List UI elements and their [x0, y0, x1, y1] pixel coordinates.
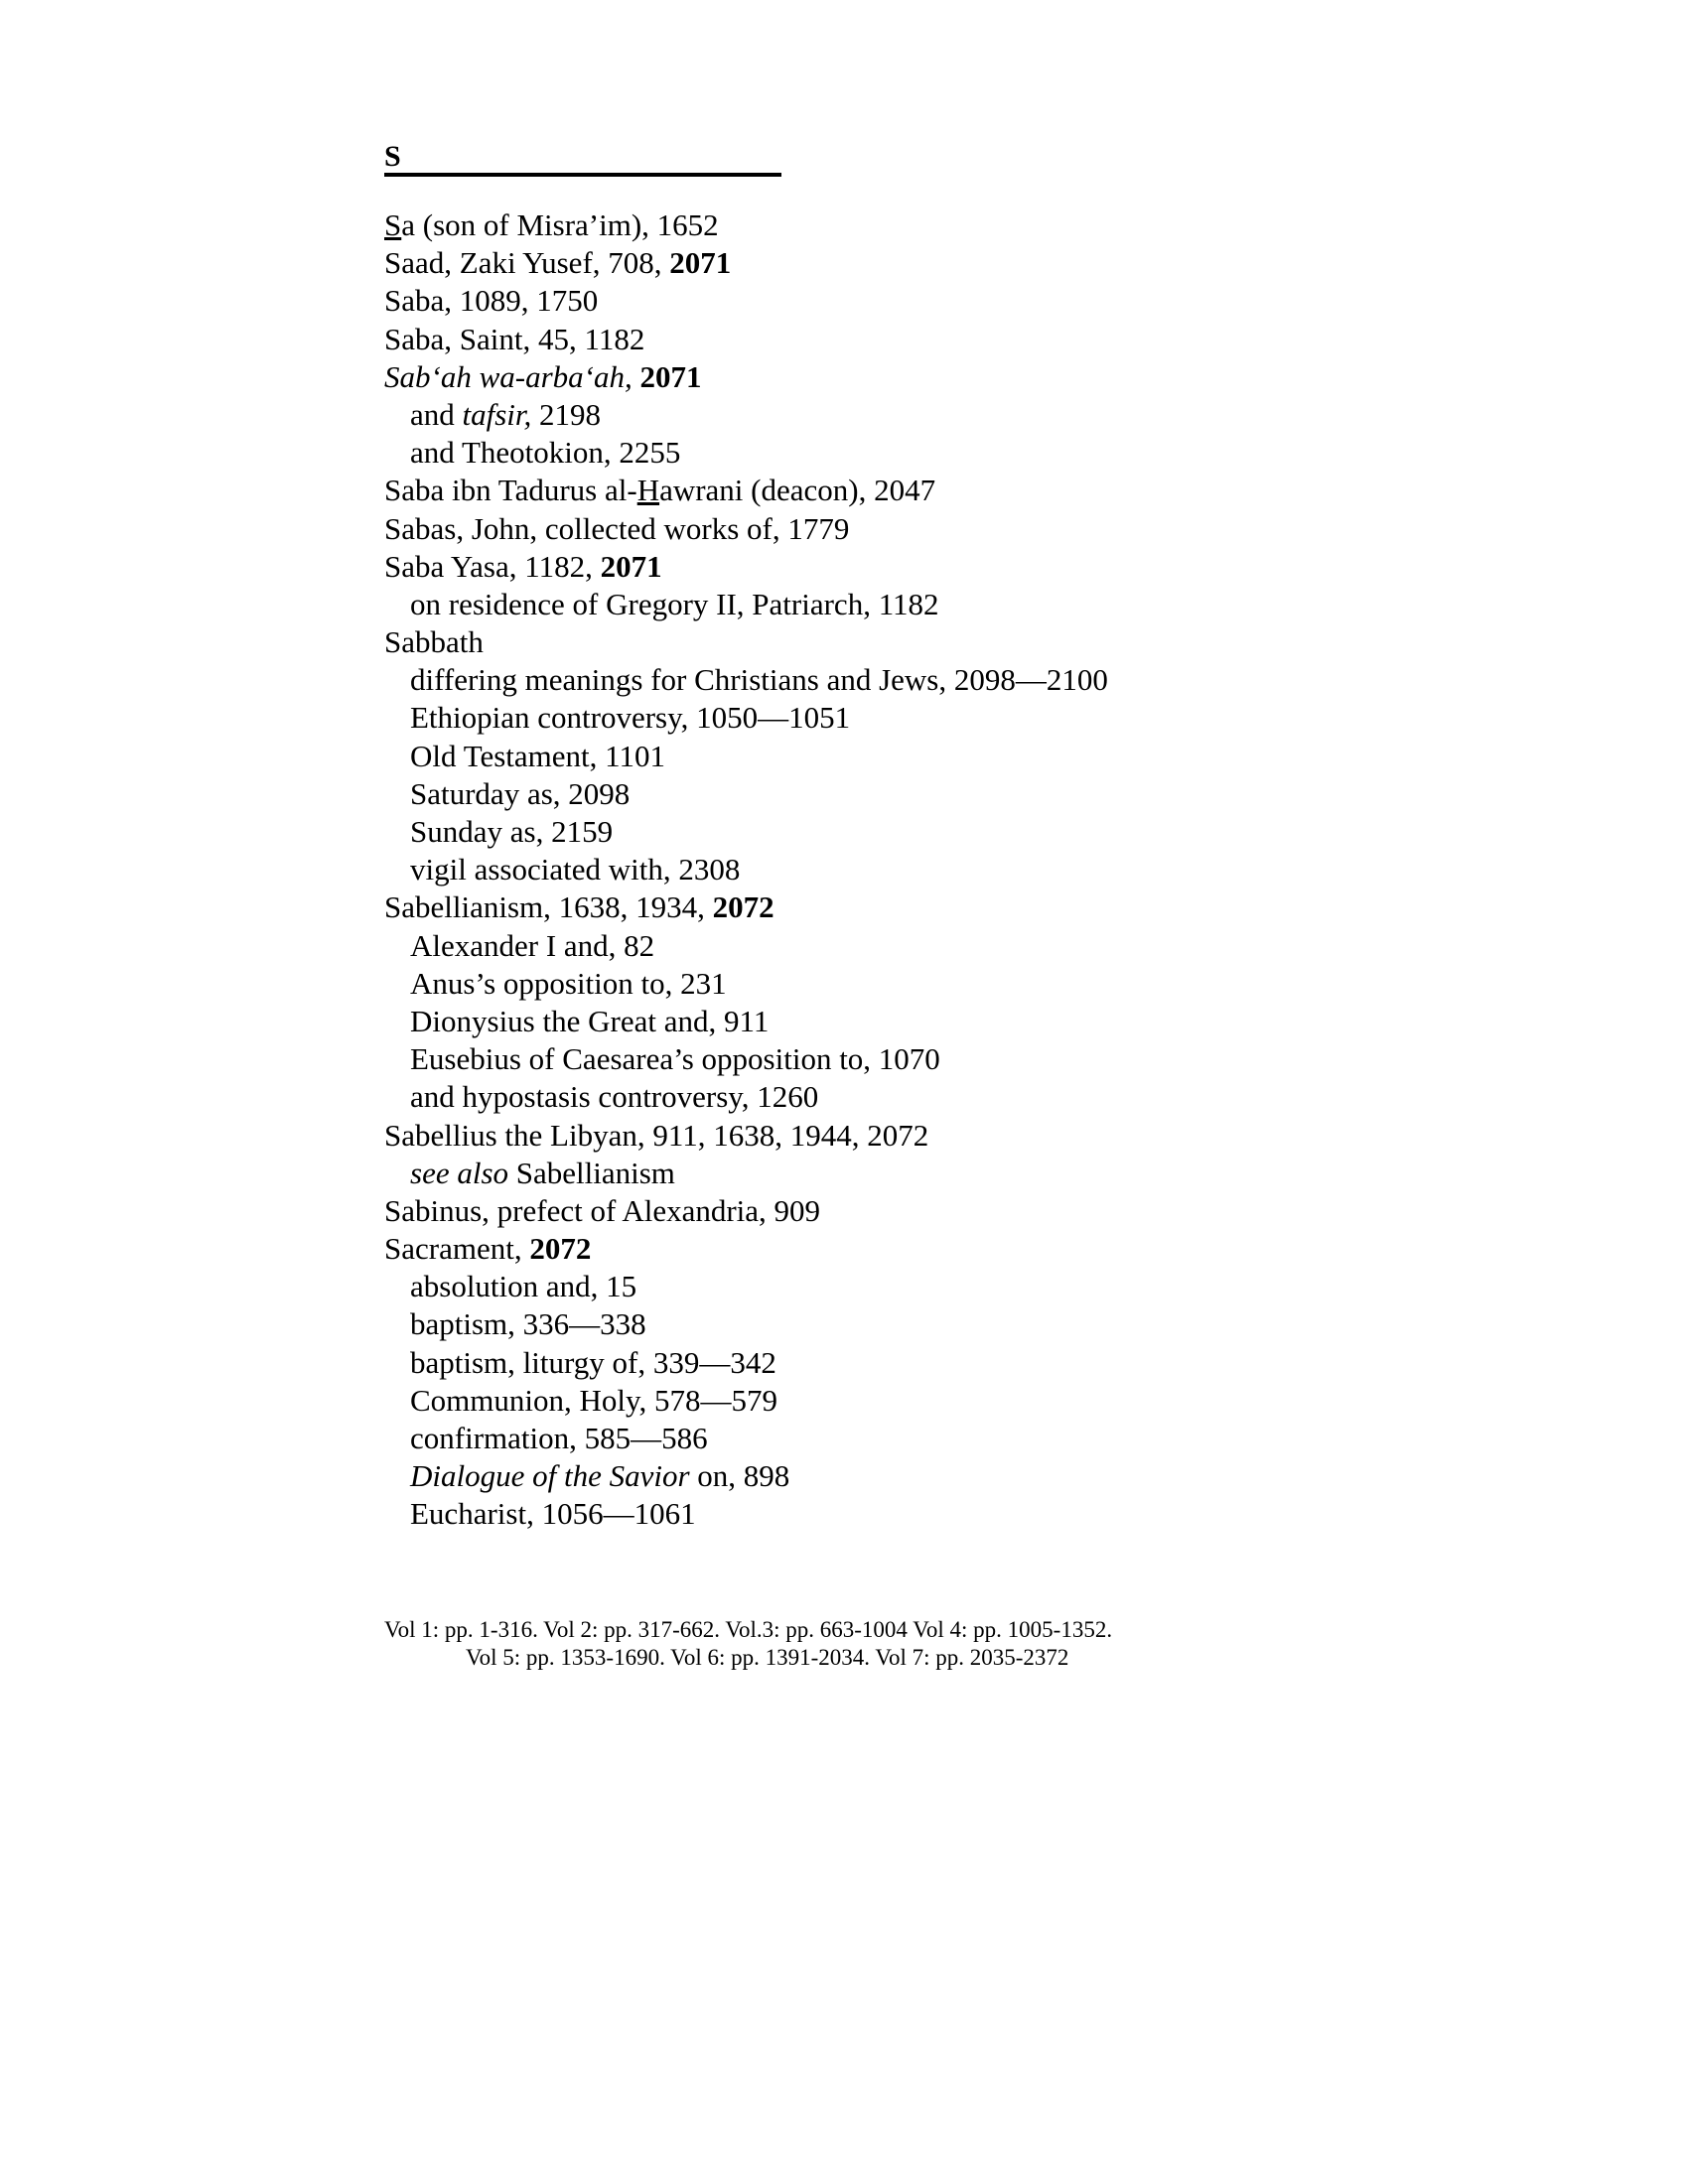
section-letter-heading: S	[384, 139, 781, 177]
entry-text-segment: differing meanings for Christians and Jews, 2098—2100	[410, 662, 1108, 698]
entry-text-segment: see also	[410, 1155, 509, 1190]
entry-text-segment: S	[384, 207, 402, 242]
index-entry	[384, 548, 1377, 586]
index-subentry	[384, 1040, 1377, 1078]
entry-text-segment: absolution and, 15	[410, 1269, 637, 1304]
entry-text-segment: 2071	[639, 358, 702, 394]
index-entry	[384, 358, 1377, 396]
entry-text-segment: Sabbath	[384, 624, 484, 660]
index-entry	[384, 888, 1377, 926]
entry-text-segment: 2072	[529, 1231, 592, 1267]
entry-text-segment: Old Testament, 1101	[410, 738, 665, 773]
index-subentry	[384, 1495, 1377, 1533]
index-entry	[384, 623, 1377, 661]
entry-text-segment: Sabellianism, 1638, 1934,	[384, 889, 713, 925]
index-entry	[384, 321, 1377, 358]
entry-text-segment: and	[410, 396, 463, 432]
index-subentry	[384, 1003, 1377, 1040]
index-subentry	[384, 396, 1377, 434]
entry-text-segment: H	[636, 473, 660, 508]
entry-text-segment: Eusebius of Caesarea’s opposition to, 1070	[410, 1041, 940, 1077]
footer-line-2: Vol 5: pp. 1353-1690. Vol 6: pp. 1391-2034. Vol 7: pp. 2035-2372	[466, 1645, 1069, 1670]
entry-text-segment: Dionysius the Great and, 911	[410, 1003, 770, 1038]
index-entry-list	[384, 206, 1377, 1534]
index-entry	[384, 1192, 1377, 1230]
index-entry	[384, 472, 1377, 509]
index-entry	[384, 244, 1377, 282]
index-subentry	[384, 661, 1377, 699]
entry-text-segment: Anus’s opposition to, 231	[410, 965, 727, 1001]
entry-text-segment: Saba ibn Tadurus al-	[384, 473, 637, 508]
entry-text-segment: Sunday as, 2159	[410, 814, 614, 849]
entry-text-segment: Sabellius the Libyan, 911, 1638, 1944, 2072	[384, 1117, 929, 1153]
index-subentry	[384, 434, 1377, 472]
entry-text-segment: Sacrament,	[384, 1231, 530, 1267]
entry-text-segment: tafsir,	[462, 396, 532, 432]
entry-text-segment: Saba, Saint, 45, 1182	[384, 321, 645, 356]
entry-text-segment: Sabinus, prefect of Alexandria, 909	[384, 1192, 821, 1228]
index-subentry	[384, 1457, 1377, 1495]
entry-text-segment: confirmation, 585—586	[410, 1421, 708, 1455]
entry-text-segment: Sabellianism	[508, 1155, 675, 1190]
entry-text-segment: 2198	[531, 396, 602, 432]
entry-text-segment: vigil associated with, 2308	[410, 852, 741, 887]
entry-text-segment: Ethiopian controversy, 1050—1051	[410, 700, 851, 736]
entry-text-segment: on residence of Gregory II, Patriarch, 1182	[410, 586, 939, 621]
index-entry	[384, 1117, 1377, 1155]
entry-text-segment: Sabas, John, collected works of, 1779	[384, 510, 850, 546]
entry-text-segment: Dialogue of the Savior	[410, 1458, 690, 1494]
entry-text-segment: Saba Yasa, 1182,	[384, 548, 601, 584]
index-entry	[384, 282, 1377, 320]
entry-text-segment: 2071	[600, 548, 662, 584]
index-subentry	[384, 586, 1377, 623]
index-subentry	[384, 927, 1377, 965]
index-entry	[384, 510, 1377, 548]
index-subentry	[384, 1078, 1377, 1116]
entry-text-segment: Communion, Holy, 578—579	[410, 1382, 778, 1418]
index-subentry	[384, 1344, 1377, 1382]
entry-text-segment: a (son of Misra’im), 1652	[401, 207, 719, 242]
index-subentry	[384, 1305, 1377, 1343]
index-subentry	[384, 965, 1377, 1003]
entry-text-segment: awrani (deacon), 2047	[659, 473, 936, 508]
index-subentry	[384, 699, 1377, 737]
index-subentry	[384, 738, 1377, 775]
entry-text-segment: Saad, Zaki Yusef, 708,	[384, 245, 670, 281]
entry-text-segment: Alexander I and, 82	[410, 927, 655, 963]
entry-text-segment: baptism, liturgy of, 339—342	[410, 1344, 776, 1380]
footer-line-1: Vol 1: pp. 1-316. Vol 2: pp. 317-662. Vol.3: pp. 663-1004 Vol 4: pp. 1005-1352.	[384, 1617, 1113, 1642]
index-subentry	[384, 1420, 1377, 1457]
entry-text-segment: and hypostasis controversy, 1260	[410, 1079, 819, 1115]
index-subentry	[384, 1382, 1377, 1420]
entry-text-segment: Saturday as, 2098	[410, 775, 631, 811]
entry-text-segment: baptism, 336—338	[410, 1306, 646, 1342]
index-entry	[384, 206, 1377, 244]
entry-text-segment: 2072	[712, 889, 774, 925]
index-subentry	[384, 1155, 1377, 1192]
index-entry	[384, 1230, 1377, 1268]
entry-text-segment: Saba, 1089, 1750	[384, 283, 599, 319]
entry-text-segment: Sab‘ah wa-arba‘ah,	[384, 358, 633, 394]
entry-text-segment: on, 898	[689, 1458, 790, 1494]
volume-page-ranges-footer	[384, 1616, 1337, 1672]
entry-text-segment: and Theotokion, 2255	[410, 435, 681, 471]
index-subentry	[384, 813, 1377, 851]
index-subentry	[384, 1268, 1377, 1305]
index-subentry	[384, 775, 1377, 813]
entry-text-segment: 2071	[669, 245, 732, 281]
index-subentry	[384, 851, 1377, 888]
entry-text-segment: Eucharist, 1056—1061	[410, 1496, 696, 1532]
